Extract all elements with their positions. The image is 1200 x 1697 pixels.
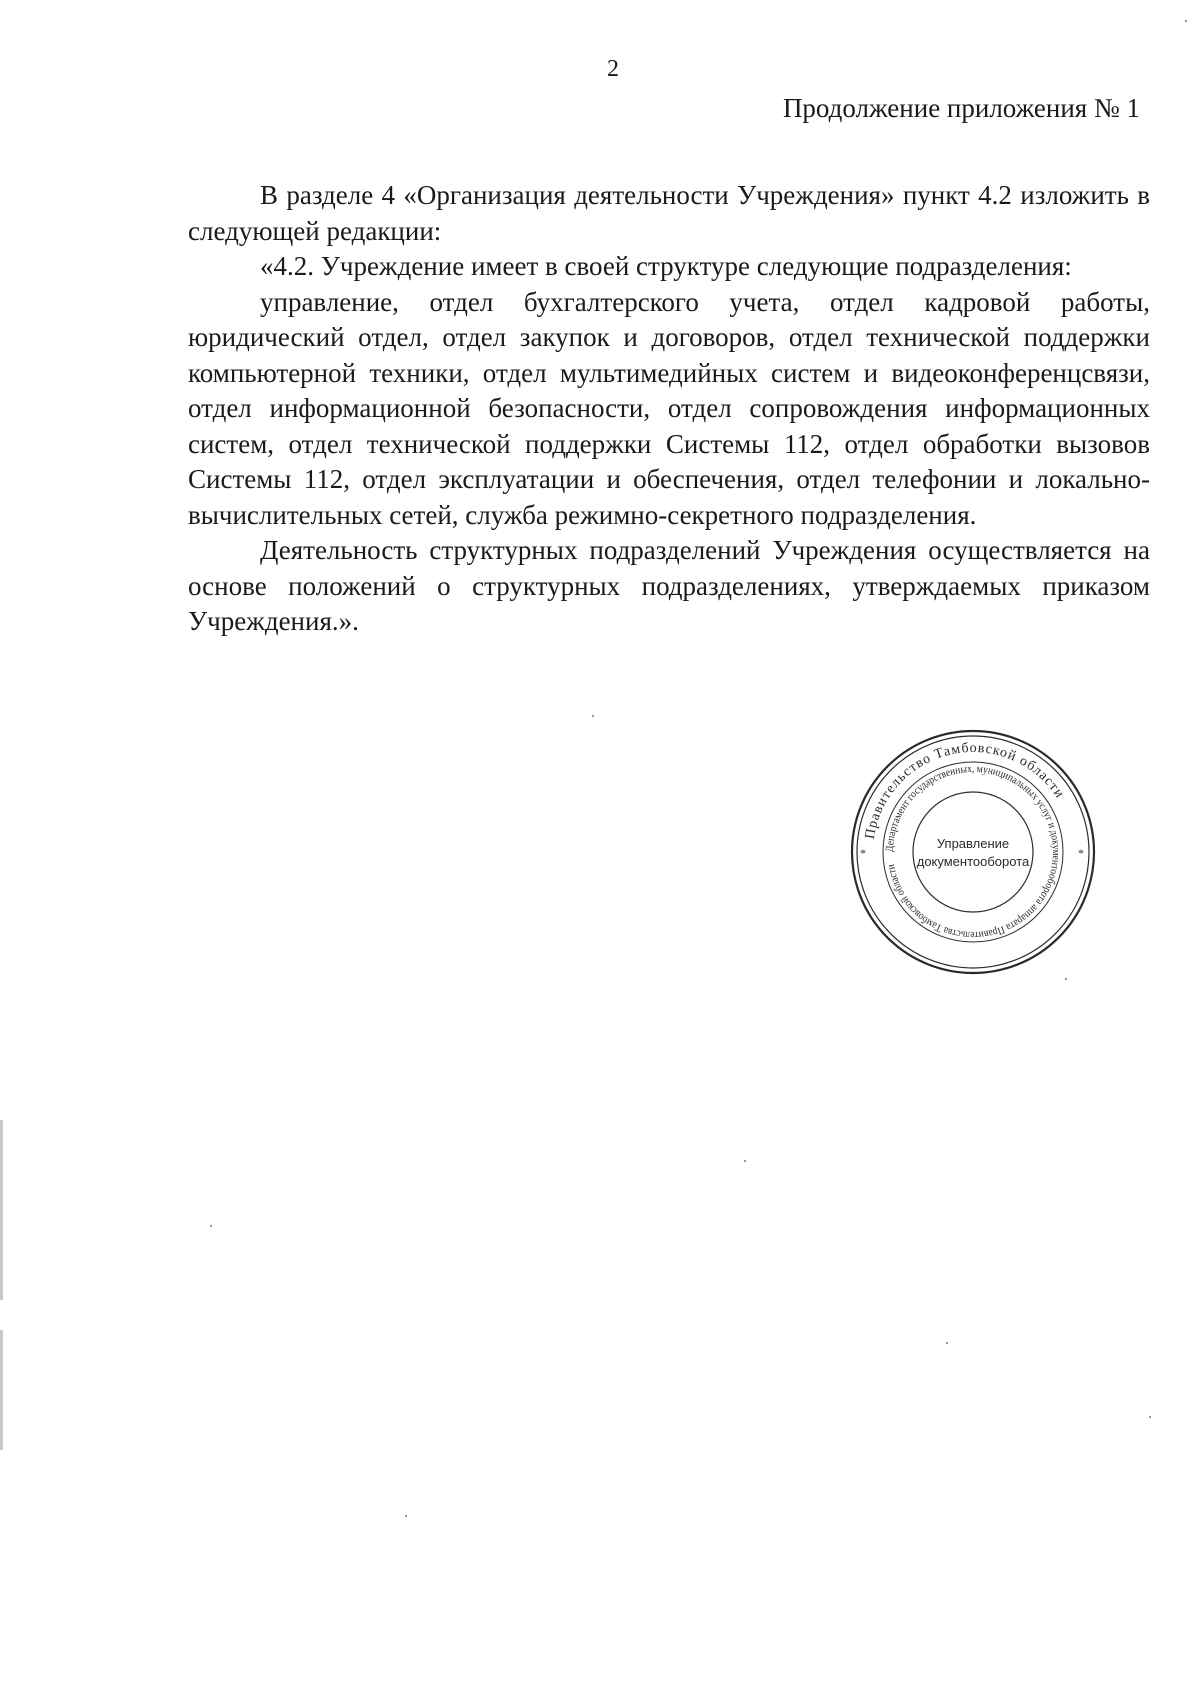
- scan-speck: [744, 1160, 746, 1162]
- page-number: 2: [607, 56, 619, 82]
- scan-speck: [592, 715, 594, 717]
- seal-star-right-icon: *: [1078, 846, 1084, 860]
- document-body: [188, 178, 1150, 640]
- scan-speck: [1185, 20, 1187, 22]
- scan-edge-mark: [0, 1120, 3, 1300]
- seal-middle-text: Департамент государственных, муниципальных услуг и документооборота аппарата Правительства Тамбовской области: [883, 762, 1063, 942]
- scan-speck: [405, 1515, 407, 1517]
- seal-center-line1: Управление: [936, 836, 1010, 851]
- scan-edge-mark: [0, 1330, 3, 1450]
- seal-outer-text: Правительство Тамбовской области: [862, 740, 1068, 841]
- official-seal-stamp: [848, 728, 1098, 976]
- paragraph-activity-basis: Деятельность структурных подразделений Учреждения осуществляется на основе положений о структурных подразделениях, утверждаемых приказом Учреждения.».: [188, 535, 1150, 636]
- paragraph-departments-list: управление, отдел бухгалтерского учета, отдел кадровой работы, юридический отдел, отдел закупок и договоров, отдел технической поддержки компьютерной техники, отдел мультимедийных систем и видеоконференцсвязи, отдел информационной безопасности, отдел сопровождения информационных систем, отдел технической поддержки Системы 112, отдел обработки вызовов Системы 112, отдел эксплуатации и обеспечения, отдел телефонии и локально-вычислительных сетей, служба режимно-секретного подразделения.: [188, 286, 1150, 530]
- scan-speck: [210, 1225, 212, 1227]
- appendix-continuation-note: Продолжение приложения № 1: [782, 93, 1140, 123]
- scan-speck: [1149, 1416, 1151, 1418]
- seal-center-line2: документооборота: [916, 854, 1030, 869]
- paragraph-clause-4-2: «4.2. Учреждение имеет в своей структуре следующие подразделения:: [260, 251, 1072, 281]
- paragraph-section-reference: В разделе 4 «Организация деятельности Учреждения» пункт 4.2 изложить в следующей редакции:: [188, 180, 1150, 246]
- scan-speck: [1065, 978, 1067, 980]
- seal-star-left-icon: *: [860, 846, 866, 860]
- scan-speck: [946, 1342, 948, 1344]
